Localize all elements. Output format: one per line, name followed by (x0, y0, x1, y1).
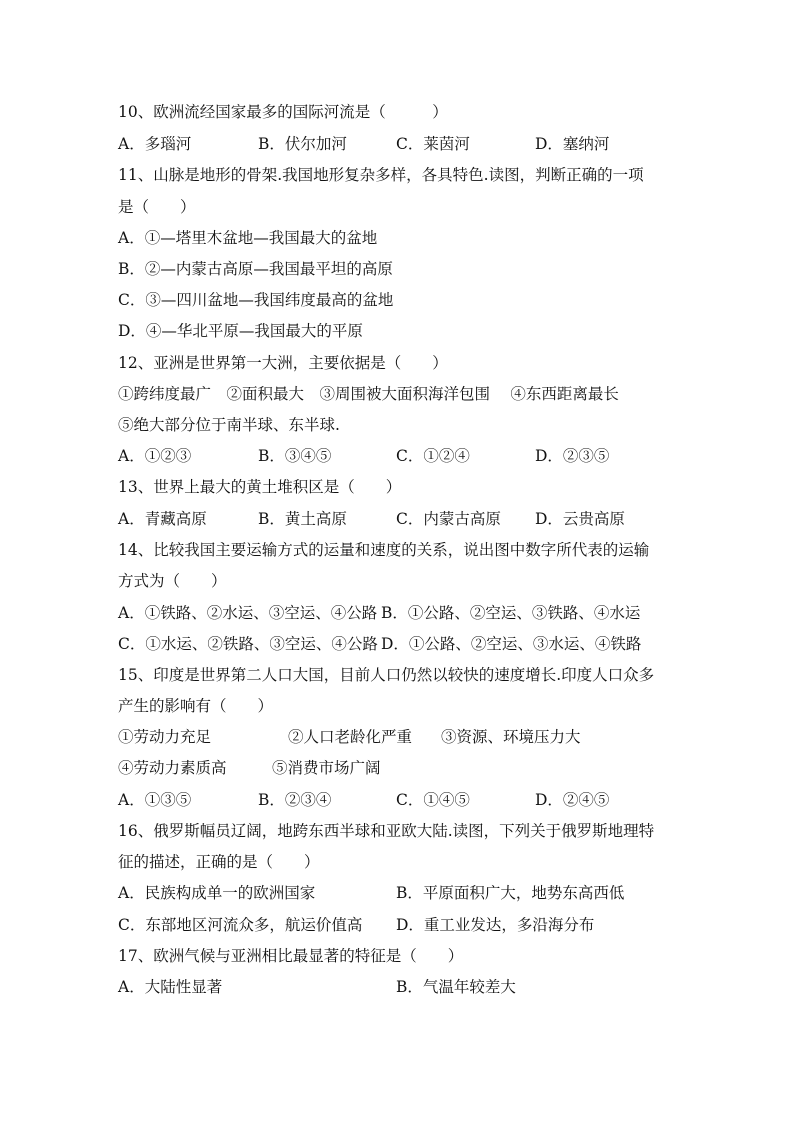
q12-statements-line1: ①跨纬度最广 ②面积最大 ③周围被大面积海洋包围 ④东西距离最长 (118, 385, 619, 403)
q13-option-a: A．青藏高原 (118, 510, 207, 528)
q15-statement-1: ①劳动力充足 (118, 728, 212, 746)
q12-statements-line2: ⑤绝大部分位于南半球、东半球. (118, 416, 340, 434)
q14-option-c: C．①水运、②铁路、③空运、④公路 (118, 635, 378, 653)
q15-option-b: B．②③④ (258, 791, 332, 809)
q15-statement-4: ④劳动力素质高 (118, 759, 227, 777)
q10-option-a: A．多瑙河 (118, 135, 192, 153)
q15-statement-2: ②人口老龄化严重 (288, 728, 413, 746)
q16-option-b: B．平原面积广大，地势东高西低 (396, 884, 625, 902)
q14-option-b: B．①公路、②空运、③铁路、④水运 (381, 604, 641, 622)
q12-option-b: B．③④⑤ (258, 447, 332, 465)
q14-option-a: A．①铁路、②水运、③空运、④公路 (118, 604, 378, 622)
q12-option-a: A．①②③ (118, 447, 192, 465)
question-16-stem-line1: 16、俄罗斯幅员辽阔，地跨东西半球和亚欧大陆.读图，下列关于俄罗斯地理特 (118, 822, 655, 840)
q16-option-d: D．重工业发达，多沿海分布 (396, 916, 595, 934)
q10-option-d: D．塞纳河 (535, 135, 610, 153)
q15-statement-5: ⑤消费市场广阔 (272, 759, 381, 777)
question-14-stem-line1: 14、比较我国主要运输方式的运量和速度的关系，说出图中数字所代表的运输 (118, 541, 650, 559)
question-15-stem-line2: 产生的影响有（ ） (118, 697, 274, 715)
question-16-stem-line2: 征的描述，正确的是（ ） (118, 853, 320, 871)
q13-option-b: B．黄土高原 (258, 510, 347, 528)
q12-option-d: D．②③⑤ (535, 447, 610, 465)
q11-option-d: D．④—华北平原—我国最大的平原 (118, 322, 363, 340)
q16-option-a: A．民族构成单一的欧洲国家 (118, 884, 316, 902)
q11-option-a: A．①—塔里木盆地—我国最大的盆地 (118, 229, 378, 247)
q17-option-a: A．大陆性显著 (118, 978, 223, 996)
q14-option-d: D．①公路、②空运、③水运、④铁路 (381, 635, 642, 653)
question-11-stem-line2: 是（ ） (118, 198, 196, 216)
question-14-stem-line2: 方式为（ ） (118, 572, 227, 590)
q11-option-c: C．③—四川盆地—我国纬度最高的盆地 (118, 291, 394, 309)
q15-option-c: C．①④⑤ (396, 791, 470, 809)
q10-option-b: B．伏尔加河 (258, 135, 347, 153)
q13-option-c: C．内蒙古高原 (396, 510, 501, 528)
q15-option-a: A．①③⑤ (118, 791, 192, 809)
q11-option-b: B．②—内蒙古高原—我国最平坦的高原 (118, 260, 393, 278)
q12-option-c: C．①②④ (396, 447, 470, 465)
q17-option-b: B．气温年较差大 (396, 978, 516, 996)
q15-option-d: D．②④⑤ (535, 791, 610, 809)
question-12-stem: 12、亚洲是世界第一大洲，主要依据是（ ） (118, 354, 448, 372)
q13-option-d: D．云贵高原 (535, 510, 625, 528)
q10-option-c: C．莱茵河 (396, 135, 470, 153)
question-13-stem: 13、世界上最大的黄土堆积区是（ ） (118, 478, 402, 496)
question-10-stem: 10、欧洲流经国家最多的国际河流是（ ） (118, 103, 448, 121)
question-15-stem-line1: 15、印度是世界第二人口大国，目前人口仍然以较快的速度增长.印度人口众多 (118, 666, 655, 684)
q16-option-c: C．东部地区河流众多，航运价值高 (118, 916, 363, 934)
q15-statement-3: ③资源、环境压力大 (441, 728, 581, 746)
question-11-stem-line1: 11、山脉是地形的骨架.我国地形复杂多样，各具特色.读图，判断正确的一项 (118, 166, 644, 184)
question-17-stem: 17、欧洲气候与亚洲相比最显著的特征是（ ） (118, 947, 464, 965)
